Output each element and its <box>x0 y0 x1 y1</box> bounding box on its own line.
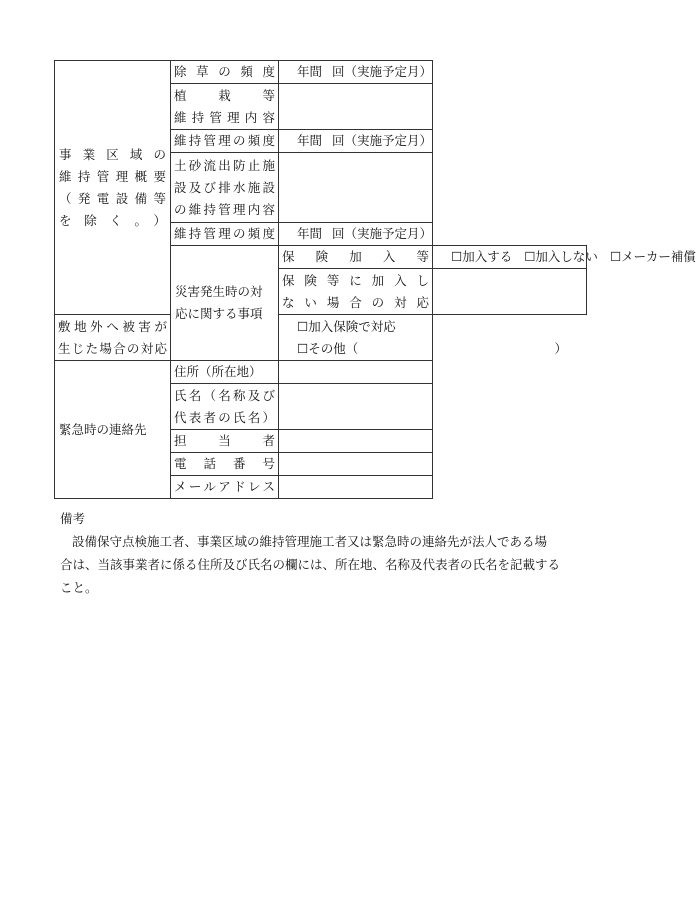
offsite-damage-label: 生じた場合の対応 <box>58 340 167 356</box>
sediment-label: 設及び排水施設 <box>174 179 275 195</box>
freq-year: 年間 <box>297 133 323 148</box>
phone-field[interactable] <box>279 453 433 476</box>
sediment-label: の維持管理内容 <box>174 201 275 217</box>
uninsured-label: ない場合の対応 <box>282 294 429 310</box>
offsite-damage-label: 敷地外へ被害が <box>58 318 167 334</box>
insurance-join-checkbox[interactable]: ☐加入する <box>451 249 513 264</box>
disaster-group-label <box>171 246 279 361</box>
freq-times: 回（実施予定 <box>331 64 407 79</box>
person-in-charge-field[interactable] <box>279 430 433 453</box>
planting-content-field[interactable] <box>279 84 433 130</box>
planting-label: 維持管理内容 <box>174 109 275 125</box>
group-line: 事業区域の <box>59 146 166 162</box>
offsite-damage-options <box>279 315 567 361</box>
notes-body <box>60 530 588 599</box>
group-line: を除く。） <box>59 212 166 228</box>
freq-year: 年間 <box>297 226 323 241</box>
notes-line: こと。 <box>60 580 98 595</box>
email-field[interactable] <box>279 476 433 499</box>
freq-times: 回（実施予定 <box>331 226 407 241</box>
sediment-label: 土砂流出防止施 <box>174 157 275 173</box>
phone-label: 電 話 番 号 <box>174 456 275 471</box>
maintenance-frequency-field-2[interactable] <box>279 223 433 246</box>
maintenance-frequency-label: 維持管理の頻度 <box>174 133 275 148</box>
freq-year: 年間 <box>297 64 323 79</box>
offsite-other-checkbox[interactable]: ☐その他（ <box>297 340 359 356</box>
insurance-maker-checkbox[interactable]: ☐メーカー補償 <box>609 249 696 264</box>
insurance-label: 保険加入等 <box>282 249 429 264</box>
insurance-options <box>433 246 696 269</box>
planting-label: 植 栽 等 <box>174 87 275 103</box>
weeding-frequency-field[interactable] <box>279 61 433 84</box>
maintenance-frequency-label-2: 維持管理の頻度 <box>174 226 275 241</box>
name-label: 代表者の氏名） <box>174 409 275 425</box>
group-line: 災害発生時の対 <box>175 284 263 299</box>
freq-month: 月） <box>406 64 432 79</box>
offsite-insurance-checkbox[interactable]: ☐加入保険で対応 <box>297 318 396 334</box>
maintenance-frequency-field[interactable] <box>279 130 433 153</box>
notes-section <box>60 507 588 599</box>
insurance-no-join-checkbox[interactable]: ☐加入しない <box>524 249 598 264</box>
person-in-charge-label: 担 当 者 <box>174 433 275 448</box>
uninsured-response-field[interactable] <box>433 269 587 315</box>
email-label: メールアドレス <box>174 479 275 494</box>
name-field[interactable] <box>279 384 433 430</box>
notes-title: 備考 <box>60 511 86 526</box>
weeding-frequency-label: 除草の頻度 <box>174 64 275 79</box>
group-line: （発電設備等 <box>59 190 166 206</box>
group-line: 応に関する事項 <box>175 306 263 321</box>
uninsured-label: 保険等に加入し <box>282 272 429 288</box>
group-line: 緊急時の連絡先 <box>59 421 147 437</box>
sediment-content-field[interactable] <box>279 153 433 223</box>
address-field[interactable] <box>279 361 433 384</box>
address-label: 住所（所在地） <box>174 364 262 379</box>
facility-form-table <box>54 60 696 499</box>
notes-line: 設備保守点検施工者、事業区域の維持管理施工者又は緊急時の連絡先が法人である場 <box>72 534 548 549</box>
maintenance-group-label <box>55 61 171 315</box>
notes-line: 合は、当該事業者に係る住所及び氏名の欄には、所在地、名称及代表者の氏名を記載する <box>60 557 561 572</box>
offsite-other-close: ） <box>554 340 567 356</box>
freq-month: 月） <box>406 133 432 148</box>
freq-month: 月） <box>406 226 432 241</box>
freq-times: 回（実施予定 <box>331 133 407 148</box>
emergency-group-label <box>55 361 171 499</box>
name-label: 氏名（名称及び <box>174 387 275 403</box>
group-line: 維持管理概要 <box>59 168 166 184</box>
